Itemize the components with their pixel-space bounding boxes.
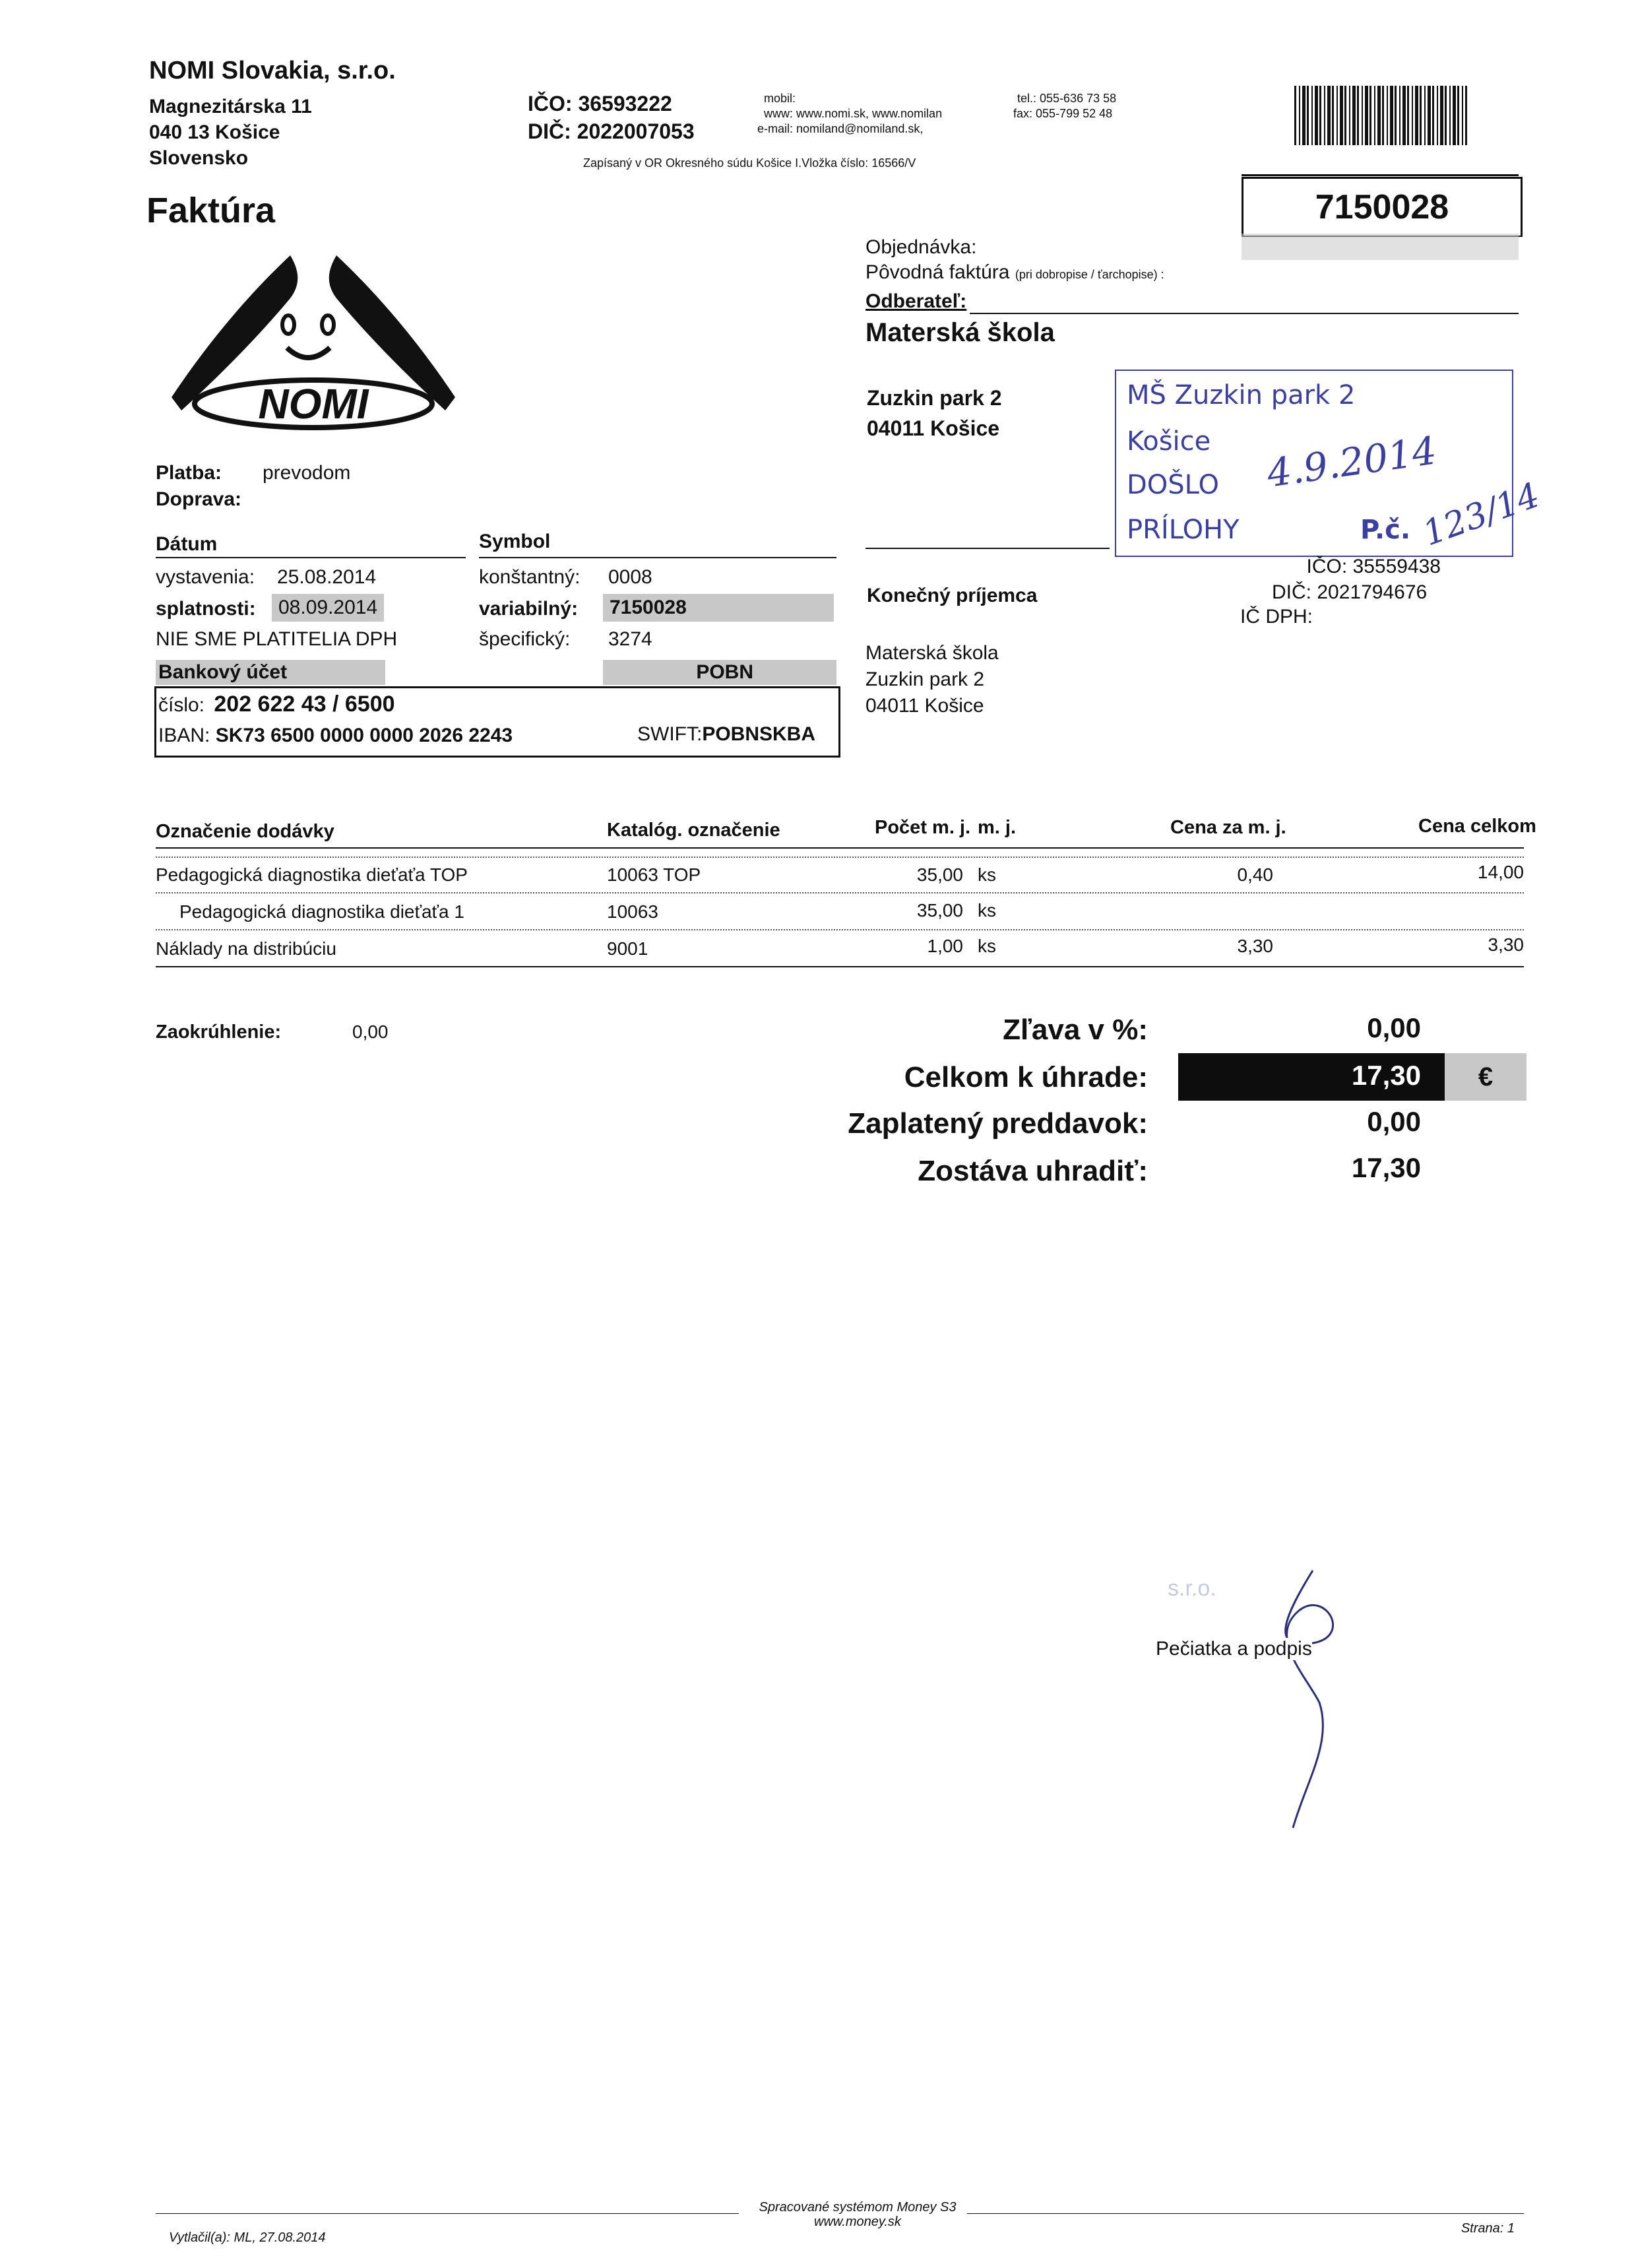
remaining-value: 17,30	[1351, 1152, 1421, 1183]
footer-system-line2: www.money.sk	[814, 2215, 901, 2229]
discount-value: 0,00	[1367, 1012, 1421, 1043]
row-2-catalog: 9001	[607, 938, 648, 959]
footer-system	[759, 2200, 957, 2229]
row-0-price: 0,40	[1237, 864, 1273, 885]
odberatel-label: Odberateľ:	[865, 290, 967, 312]
col-header-unit: m. j.	[978, 817, 1017, 838]
customer-dic-label: DIČ:	[1272, 581, 1311, 603]
footer-rule-left	[156, 2213, 739, 2214]
bank-header: Bankový účet	[156, 660, 385, 685]
invoice-number-shade	[1242, 234, 1519, 260]
table-header-rule	[156, 847, 1524, 849]
bank-iban-value: SK73 6500 0000 0000 2026 2243	[215, 725, 513, 746]
invoice-number: 7150028	[1242, 177, 1523, 237]
row-2-total: 3,30	[1488, 934, 1524, 955]
odberatel-rule	[970, 313, 1519, 314]
customer-icdph	[1240, 606, 1313, 628]
row-1-catalog: 10063	[607, 901, 658, 922]
table-bottom-rule	[156, 966, 1524, 967]
bank-swift-value: POBNSKBA	[702, 723, 816, 745]
stamp-line3: DOŠLO	[1127, 470, 1220, 500]
row-2-unit: ks	[978, 936, 996, 956]
remaining-label: Zostáva uhradiť:	[918, 1155, 1148, 1187]
customer-address	[867, 383, 1002, 443]
nomi-logo	[158, 245, 468, 437]
advance-label: Zaplatený preddavok:	[848, 1107, 1148, 1140]
logo-text: NOMI	[258, 380, 369, 428]
svg-text:s.r.o.: s.r.o.	[1168, 1576, 1216, 1601]
konstantny-value: 0008	[608, 566, 652, 588]
company-mobil-label: mobil:	[764, 92, 796, 105]
row-1-qty: 35,00	[916, 900, 963, 921]
symbols-header: Symbol	[479, 531, 551, 552]
doprava-label: Doprava:	[156, 488, 242, 510]
customer-ico-label: IČO:	[1306, 556, 1348, 577]
footer-printed: Vytlačil(a): ML, 27.08.2014	[169, 2230, 326, 2245]
col-header-name: Označenie dodávky	[156, 821, 334, 842]
bank-account	[158, 692, 395, 717]
stamp-handwritten-date: 4.9.2014	[1264, 428, 1439, 496]
recipient-street: Zuzkin park 2	[865, 668, 985, 690]
table-dots-0	[156, 857, 1524, 858]
company-ico-label: IČO:	[528, 92, 573, 115]
col-header-total: Cena celkom	[1418, 816, 1536, 837]
row-2-name: Náklady na distribúciu	[156, 938, 336, 959]
customer-ico: 35559438	[1352, 556, 1441, 577]
specificky-value: 3274	[608, 628, 652, 650]
company-city: 040 13 Košice	[149, 121, 280, 143]
company-stamp-mark	[1148, 1544, 1438, 1834]
customer-dic: 2021794676	[1317, 581, 1428, 603]
vystavenia-label: vystavenia:	[156, 566, 255, 588]
variabilny-label: variabilný:	[479, 598, 579, 620]
dates-rule	[156, 557, 466, 558]
company-contact-right	[1013, 91, 1116, 121]
recipient-top-rule	[865, 548, 1110, 549]
company-www-label: www:	[764, 107, 793, 120]
row-0-total: 14,00	[1477, 862, 1524, 882]
bank-swift	[637, 723, 815, 746]
total-label: Celkom k úhrade:	[904, 1061, 1148, 1093]
customer-dic-block	[1272, 581, 1427, 604]
row-0-name: Pedagogická diagnostika dieťaťa TOP	[156, 864, 468, 885]
row-2-price: 3,30	[1237, 936, 1273, 956]
signature-label: Pečiatka a podpis	[1156, 1638, 1312, 1660]
bank-iban	[158, 725, 513, 747]
splatnosti-label: splatnosti:	[156, 598, 256, 620]
povodna-label: Pôvodná faktúra	[865, 261, 1010, 283]
company-tel-label: tel.:	[1017, 92, 1037, 105]
footer-rule-right	[967, 2213, 1524, 2214]
bank-cislo-label: číslo:	[158, 694, 205, 716]
specificky-label: špecifický:	[479, 628, 571, 650]
company-dic-label: DIČ:	[528, 119, 571, 143]
recipient-address	[865, 640, 999, 719]
symbols-rule	[479, 557, 836, 558]
company-dic: 2022007053	[577, 119, 695, 143]
bank-code: POBN	[603, 660, 836, 685]
splatnosti-value: 08.09.2014	[272, 594, 384, 622]
stamp-handwritten-num: 123/14	[1418, 475, 1545, 554]
dph-note: NIE SME PLATITELIA DPH	[156, 628, 398, 650]
rounding-value: 0,00	[352, 1021, 389, 1042]
discount-label: Zľava v %:	[1003, 1014, 1148, 1046]
customer-icdph-label: IČ DPH:	[1240, 606, 1313, 628]
rounding-label: Zaokrúhlenie:	[156, 1021, 282, 1043]
footer-page: Strana: 1	[1461, 2221, 1515, 2236]
company-email: nomiland@nomiland.sk,	[796, 122, 924, 135]
bank-cislo: 202 622 43 / 6500	[214, 692, 395, 717]
header-rule	[1242, 174, 1519, 176]
total-value: 17,30	[1351, 1060, 1421, 1091]
company-fax-label: fax:	[1013, 107, 1033, 120]
row-0-qty: 35,00	[916, 864, 963, 885]
platba-label: Platba:	[156, 462, 222, 484]
company-ico: 36593222	[578, 92, 672, 115]
konstantny-label: konštantný:	[479, 566, 581, 588]
customer-ids	[1255, 556, 1441, 578]
company-country: Slovensko	[149, 147, 249, 169]
row-0-unit: ks	[978, 864, 996, 885]
received-stamp	[1115, 370, 1545, 557]
company-www: www.nomi.sk, www.nomilan	[796, 107, 943, 120]
stamp-line2: Košice	[1127, 426, 1211, 457]
recipient-name: Materská škola	[865, 642, 999, 664]
company-address	[149, 94, 312, 171]
currency: €	[1445, 1053, 1526, 1101]
company-tel: 055-636 73 58	[1040, 92, 1117, 105]
povodna-note: (pri dobropise / ťarchopise) :	[1015, 268, 1164, 281]
table-dots-1	[156, 892, 1524, 893]
recipient-label: Konečný príjemca	[867, 585, 1038, 606]
page-title: Faktúra	[146, 191, 276, 230]
variabilny-value: 7150028	[603, 594, 834, 622]
stamp-line4: PRÍLOHY	[1127, 515, 1240, 545]
company-ids	[528, 90, 695, 145]
row-1-name: Pedagogická diagnostika dieťaťa 1	[179, 901, 464, 922]
row-2-qty: 1,00	[927, 936, 963, 956]
advance-value: 0,00	[1367, 1106, 1421, 1137]
company-fax: 055-799 52 48	[1036, 107, 1113, 120]
stamp-pc-label: P.č.	[1360, 515, 1411, 545]
dates-header: Dátum	[156, 533, 218, 555]
col-header-price: Cena za m. j.	[1170, 817, 1286, 838]
footer-system-line1: Spracované systémom Money S3	[759, 2200, 957, 2215]
company-contact-left	[757, 91, 942, 137]
platba-value: prevodom	[263, 462, 351, 484]
recipient-city: 04011 Košice	[865, 695, 984, 717]
objednavka-label: Objednávka:	[865, 236, 977, 258]
povodna-faktura	[865, 261, 1164, 284]
company-street: Magnezitárska 11	[149, 96, 312, 117]
company-name: NOMI Slovakia, s.r.o.	[149, 57, 396, 84]
barcode	[1294, 86, 1467, 145]
bank-iban-label: IBAN:	[158, 725, 210, 746]
customer-city: 04011 Košice	[867, 416, 1000, 440]
company-email-label: e-mail:	[757, 122, 794, 135]
col-header-catalog: Katalóg. označenie	[607, 820, 780, 841]
company-register: Zapísaný v OR Okresného súdu Košice I.Vložka číslo: 16566/V	[583, 156, 916, 170]
bank-swift-label: SWIFT:	[637, 723, 703, 745]
row-0-catalog: 10063 TOP	[607, 864, 701, 885]
customer-name: Materská škola	[865, 318, 1055, 347]
vystavenia-value: 25.08.2014	[277, 566, 377, 588]
row-1-unit: ks	[978, 900, 996, 921]
stamp-line1: MŠ Zuzkin park 2	[1127, 380, 1356, 410]
customer-street: Zuzkin park 2	[867, 386, 1002, 410]
col-header-qty: Počet m. j.	[875, 817, 971, 838]
table-dots-2	[156, 929, 1524, 930]
